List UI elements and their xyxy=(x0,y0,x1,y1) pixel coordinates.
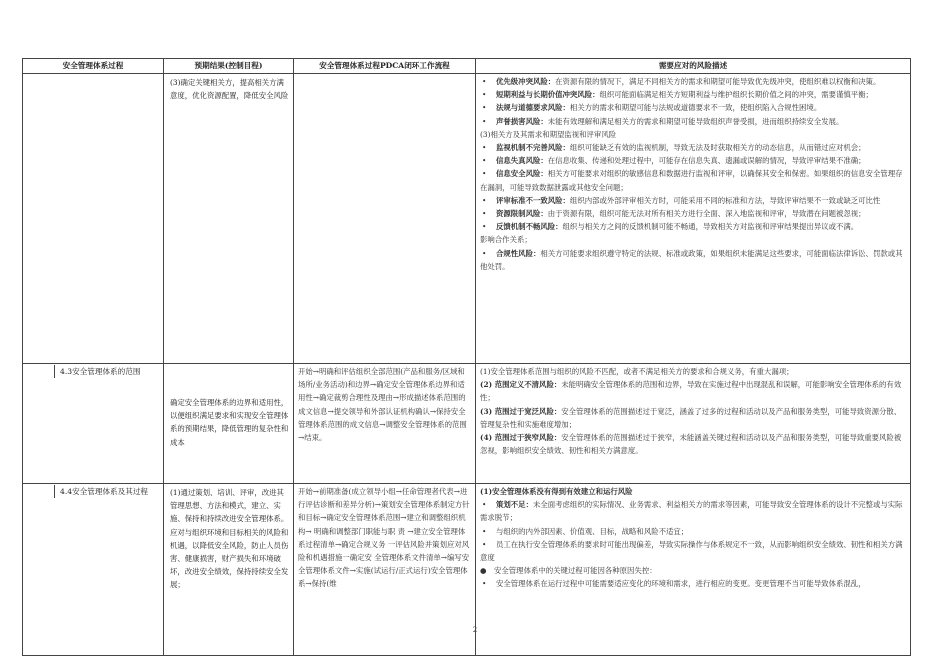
workflow-text: 开始→明确和评估组织全部范围(产品和服务/区域和场所/业务活动)和边界→确定安全管理体系边界和适用性→确定裁剪合理性及理由→形成描述体系范围的成文信息→提交领导和外部认证机构确认→保持安全管理体系范围的成文信息→调整安全管理体系的范围→结束。 xyxy=(298,367,467,443)
table-row xyxy=(23,364,911,484)
risk-item xyxy=(480,485,906,498)
risk-item xyxy=(480,538,906,564)
risk-item-title: 信息安全风险： xyxy=(496,169,548,179)
header-process: 安全管理体系过程 xyxy=(23,59,164,74)
risk-item-title: 反馈机制不畅风险： xyxy=(496,222,563,232)
risk-item-text: 与组织的内外部因素、价值观、目标，战略和风险不适宜； xyxy=(496,526,689,536)
workflow-cell xyxy=(294,74,476,364)
risk-cell xyxy=(476,74,911,364)
risk-item-title: 合规性风险： xyxy=(496,248,541,258)
risk-item-text: 安全管理体系中的关键过程可能因各种原因失控： xyxy=(494,566,657,576)
risk-cell xyxy=(476,364,911,484)
risk-item-title: 声誉损害风险： xyxy=(496,116,548,126)
clause-indent-cell xyxy=(27,485,55,498)
clause-label: 4.3安全管理体系的范围 xyxy=(60,367,141,376)
risk-item xyxy=(480,141,906,154)
risk-item-text: 组织可能缺乏有效的监视机制，导致无法及时获取相关方的动态信息，从而错过应对机会； xyxy=(569,143,866,153)
risk-item xyxy=(480,431,906,457)
risk-item-text: (3)相关方及其需求和期望监视和评审风险 xyxy=(480,129,617,139)
header-expected-result: 预期结果(控制目程) xyxy=(164,59,294,74)
risk-item-title: (3) 范围过于宽泛风险： xyxy=(480,406,562,416)
risk-item-text: 未全面考虑组织的实际情况、业务需求、利益相关方的需求等因素，可能导致安全管理体系的设计不完整或与实际需求脱节； xyxy=(480,500,903,523)
risk-item-text: 组织与相关方之间的反馈机制可能不畅通，导致相关方对监视和评审结果提出异议或不满。 xyxy=(562,222,859,232)
risk-item-title: 策划不足： xyxy=(496,500,533,510)
risk-item xyxy=(480,194,906,207)
clause-cell xyxy=(23,74,164,364)
risk-item xyxy=(480,564,906,577)
risk-item xyxy=(480,101,906,114)
table-header-row xyxy=(23,59,911,74)
risk-item xyxy=(480,577,906,590)
risk-item xyxy=(480,365,906,378)
risk-item xyxy=(480,75,906,88)
risk-item xyxy=(480,498,906,524)
risk-item-title: 优先级冲突风险： xyxy=(496,77,556,86)
risk-item-text: 相关方可能要求对组织的敏感信息和数据进行监视和评审，以确保其安全和保密。如果组织的信息安全管理存在漏洞，可能导致数据泄露或其他安全问题； xyxy=(480,169,903,192)
risk-item-text: 影响合作关系； xyxy=(480,235,532,245)
risk-item-text: 由于资源有限，组织可能无法对所有相关方进行全面、深入地监视和评审，导致潜在问题被忽视； xyxy=(547,209,866,219)
risk-item xyxy=(480,115,906,128)
risk-item-text: 相关方可能要求组织遵守特定的法规、标准或政策，如果组织未能满足这些要求，可能面临法律诉讼、罚款或其他处罚。 xyxy=(480,248,903,271)
risk-item xyxy=(480,88,906,101)
risk-item xyxy=(480,207,906,220)
risk-item-title: 监视机制不完善风险： xyxy=(496,143,570,153)
risk-item-title: (2) 范围定义不清风险： xyxy=(480,380,562,390)
risk-item-text: 组织可能面临满足相关方短期利益与维护组织长期价值之间的冲突，需要谨慎平衡； xyxy=(599,90,873,100)
expected-result-text: (3)确定关键相关方，提高相关方满意度，优化资源配置，降低安全风险 xyxy=(170,78,289,101)
expected-result-cell xyxy=(164,364,294,484)
risk-item xyxy=(480,247,906,273)
risk-item-title: (4) 范围过于狭窄风险： xyxy=(480,433,562,443)
risk-item-text: 安全管理体系的范围描述过于狭窄，未能涵盖关键过程和活动以及产品和服务类型，可能导致重要风险被忽视，影响组织安全绩效、韧性和相关方满意度。 xyxy=(480,433,902,456)
risk-item xyxy=(480,220,906,233)
risk-item-text: 相关方的需求和期望可能与法规或道德要求不一致，使组织陷入合规性困境。 xyxy=(569,103,822,113)
risk-item xyxy=(480,525,906,538)
risk-item xyxy=(480,405,906,431)
risk-item xyxy=(480,167,906,193)
risk-item-text: 在信息收集、传递和处理过程中，可能存在信息失真、遗漏或误解的情况，导致评审结果不准确； xyxy=(547,156,866,166)
risk-item-text: 未能明确安全管理体系的范围和边界，导致在实施过程中出现混乱和误解，可能影响安全管理体系的有效性； xyxy=(480,380,902,403)
expected-result-cell xyxy=(164,74,294,364)
risk-item-title: 评审标准不一致风险： xyxy=(496,195,570,205)
risk-item-title: 短期利益与长期价值冲突风险： xyxy=(496,90,600,100)
clause-indent-cell xyxy=(27,365,55,378)
workflow-text: 开始→前期准备(成立领导小组→任命管理者代表→进行评估诊断和差异分析)→策划安全管理体系制定方针和目标→确定安全管理体系范围→建立和调整组织机构→ 明确和调整部门职能与职 责 →建立安全管理体系过程清单→确定合规义务 一评估风险并策划应对风险和机遇措施一确定安 全管理体系文件清单→编写安全管理体系文件→实施(试运行/正式运行)安全管理体系→保持(维 xyxy=(298,487,470,589)
page-number: 2 xyxy=(472,626,478,634)
risk-item xyxy=(480,154,906,167)
clause-cell xyxy=(23,364,164,484)
risk-item-text: (1)安全管理体系没有得到有效建立和运行风险 xyxy=(480,487,633,496)
risk-item xyxy=(480,378,906,404)
risk-item-text: 在资源有限的情况下，满足不同相关方的需求和期望可能导致优先级冲突，使组织难以权衡和决策。 xyxy=(555,77,881,86)
expected-result-text: (1)通过策划、培训、评审，改进其管理思想、方法和模式，建立、实施、保持和持续改进安全管理体系。应对与组织环境和目标相关的风险和机遇，以降低安全风险，防止人员伤害、健康损害，财产损失和环境破坏，改进安全绩效，保持持续安全发展； xyxy=(170,488,289,590)
risk-item-text: 未能有效理解和满足相关方的需求和期望可能导致组织声誉受损，进而组织持续安全发展。 xyxy=(547,116,844,126)
risk-item xyxy=(480,233,906,246)
risk-item-title: 法规与道德要求风险： xyxy=(496,103,570,113)
table-row xyxy=(23,74,911,364)
risk-table xyxy=(22,58,911,656)
clause-label: 4.4安全管理体系及其过程 xyxy=(60,487,149,496)
risk-item-text: (1)安全管理体系范围与组织的风险不匹配，或者不满足相关方的要求和合规义务，有重大漏项； xyxy=(480,367,794,376)
expected-result-text: 确定安全管理体系的边界和适用性，以便组织满足要求和实现安全管理体系的预期结果，降低管理的复杂性和成本 xyxy=(170,398,289,447)
risk-item-text: 安全管理体系在运行过程中可能需要适应变化的环境和需求，进行相应的变更。变更管理不当可能导致体系混乱， xyxy=(496,579,866,589)
header-pdca-workflow: 安全管理体系过程PDCA闭环工作流程 xyxy=(294,59,476,74)
risk-item-text: 员工在执行安全管理体系的要求时可能出现偏差，导致实际操作与体系规定不一致，从而影响组织安全绩效、韧性和相关方满意度 xyxy=(480,539,903,563)
risk-item-text: 安全管理体系的范围描述过于宽泛，涵盖了过多的过程和活动以及产品和服务类型，可能导致资源分散、管理复杂性和实施难度增加； xyxy=(480,406,902,429)
workflow-cell xyxy=(294,364,476,484)
risk-item-title: 信息失真风险： xyxy=(496,156,548,166)
risk-item xyxy=(480,128,906,141)
header-risk-description: 需要应对的风险描述 xyxy=(476,59,911,74)
risk-item-title: 资源限制风险： xyxy=(496,209,548,219)
risk-item-text: 组织内部或外部评审相关方时，可能采用不同的标准和方法，导致评审结果不一致或缺乏可比性 xyxy=(569,195,881,205)
